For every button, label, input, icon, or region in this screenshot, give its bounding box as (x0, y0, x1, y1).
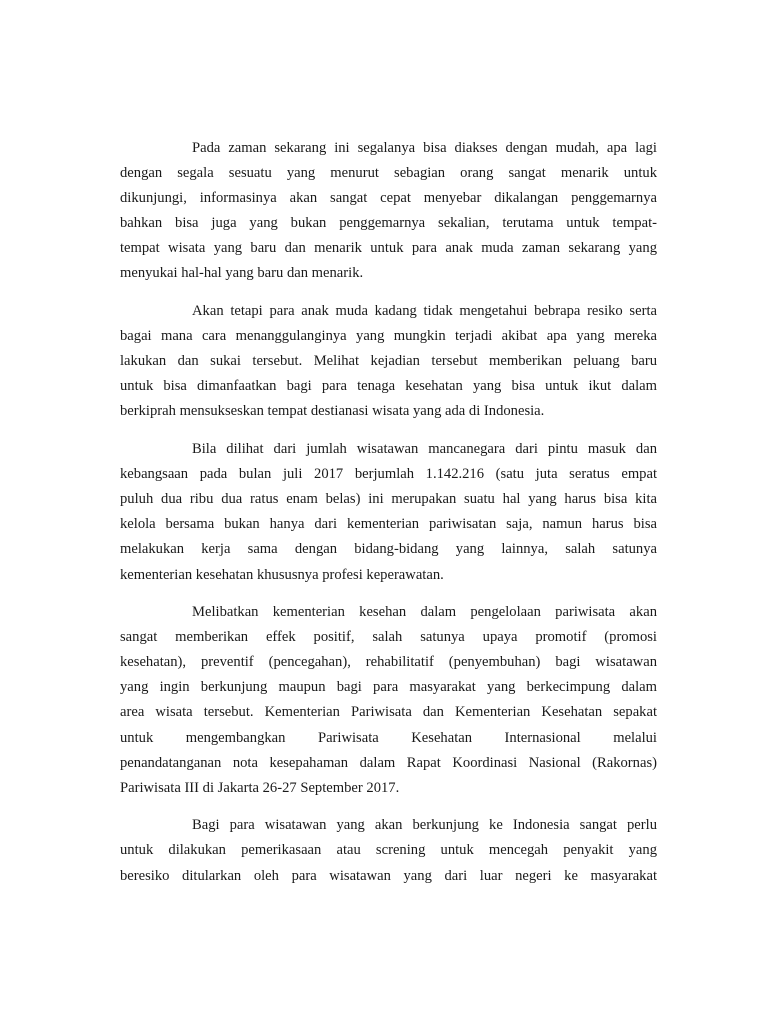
paragraph-line: dikunjungi, informasinya akan sangat cepat menyebar dikalangan penggemarnya (120, 190, 657, 207)
document-body (120, 136, 657, 901)
paragraph-line: Bagi para wisatawan yang akan berkunjung ke Indonesia sangat perlu (192, 817, 657, 834)
paragraph-4 (120, 600, 657, 801)
paragraph-line: kebangsaan pada bulan juli 2017 berjumlah 1.142.216 (satu juta seratus empat (120, 466, 657, 483)
paragraph-line: berkiprah mensukseskan tempat destianasi wisata yang ada di Indonesia. (120, 403, 545, 420)
paragraph-line: bahkan bisa juga yang bukan penggemarnya sekalian, terutama untuk tempat- (120, 215, 657, 232)
paragraph-line: yang ingin berkunjung maupun bagi para masyarakat yang berkecimpung dalam (120, 679, 657, 696)
paragraph-line: menyukai hal-hal yang baru dan menarik. (120, 265, 364, 282)
paragraph-line: Melibatkan kementerian kesehan dalam pengelolaan pariwisata akan (192, 604, 657, 621)
paragraph-line: kelola bersama bukan hanya dari kementerian pariwisatan saja, namun harus bisa (120, 516, 657, 533)
paragraph-line: beresiko ditularkan oleh para wisatawan yang dari luar negeri ke masyarakat (120, 867, 657, 884)
paragraph-line: Akan tetapi para anak muda kadang tidak mengetahui bebrapa resiko serta (192, 303, 657, 320)
paragraph-line: dengan segala sesuatu yang menurut sebagian orang sangat menarik untuk (120, 165, 657, 182)
paragraph-2 (120, 299, 657, 424)
paragraph-1 (120, 136, 657, 287)
paragraph-line: penandatanganan nota kesepahaman dalam Rapat Koordinasi Nasional (Rakornas) (120, 754, 657, 771)
paragraph-line: Bila dilihat dari jumlah wisatawan mancanegara dari pintu masuk dan (192, 441, 657, 458)
paragraph-line: bagai mana cara menanggulanginya yang mungkin terjadi akibat apa yang mereka (120, 328, 657, 345)
paragraph-line: Pariwisata III di Jakarta 26-27 September 2017. (120, 779, 400, 796)
paragraph-line: puluh dua ribu dua ratus enam belas) ini merupakan suatu hal yang harus bisa kita (120, 491, 657, 508)
paragraph-line: Pada zaman sekarang ini segalanya bisa diakses dengan mudah, apa lagi (192, 140, 657, 156)
paragraph-5 (120, 813, 657, 888)
paragraph-line: untuk dilakukan pemerikasaan atau screning untuk mencegah penyakit yang (120, 842, 657, 859)
paragraph-line: sangat memberikan effek positif, salah satunya upaya promotif (promosi (120, 629, 657, 646)
paragraph-line: area wisata tersebut. Kementerian Pariwisata dan Kementerian Kesehatan sepakat (120, 704, 657, 721)
paragraph-line: kementerian kesehatan khususnya profesi keperawatan. (120, 566, 444, 583)
paragraph-line: kesehatan), preventif (pencegahan), rehabilitatif (penyembuhan) bagi wisatawan (120, 654, 657, 671)
paragraph-line: tempat wisata yang baru dan menarik untuk para anak muda zaman sekarang yang (120, 240, 657, 257)
paragraph-line: untuk bisa dimanfaatkan bagi para tenaga kesehatan yang bisa untuk ikut dalam (120, 378, 657, 395)
paragraph-line: melakukan kerja sama dengan bidang-bidang yang lainnya, salah satunya (120, 541, 657, 558)
paragraph-3 (120, 437, 657, 588)
paragraph-line: untuk mengembangkan Pariwisata Kesehatan Internasional melalui (120, 729, 657, 746)
paragraph-line: lakukan dan sukai tersebut. Melihat kejadian tersebut memberikan peluang baru (120, 353, 657, 370)
